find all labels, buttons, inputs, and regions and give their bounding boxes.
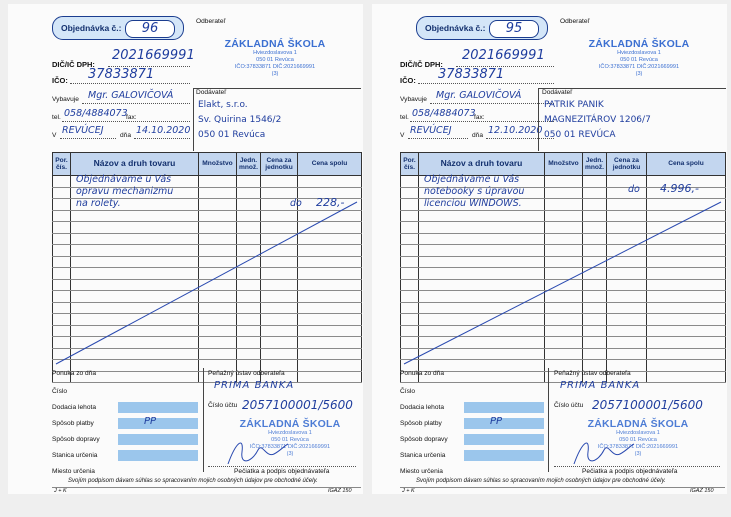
deadline-label: Dodacia lehota: [52, 404, 96, 411]
order-number-badge: [416, 16, 548, 40]
school-stamp-footer: ZÁKLADNÁ ŠKOLA Hviezdoslavova 1 050 01 Revúca IČO:37833871 DIČ:2021669991 (3): [239, 418, 341, 457]
supplier-label: Dodávateľ: [196, 89, 227, 96]
account-label: Číslo účtu: [208, 402, 238, 409]
strike-through-line: [400, 174, 725, 370]
number-label: Číslo: [52, 388, 68, 395]
item-line-1: Objednávame u Vás: [76, 174, 172, 185]
footer-right: IGAZ 150: [690, 488, 714, 494]
place-label: V: [52, 132, 57, 139]
tel-value: 058/4884073: [64, 108, 128, 119]
table-row: [53, 371, 362, 383]
account-label: Číslo účtu: [554, 402, 584, 409]
order-number-badge: [52, 16, 184, 40]
col-name: Názov a druh tovaru: [419, 153, 545, 176]
date-value: 14.10.2020: [136, 125, 191, 136]
fax-label: fax:: [474, 114, 485, 121]
transport-label: Spôsob dopravy: [52, 436, 100, 443]
handled-by-label: Vybavuje: [52, 96, 79, 103]
place-value: REVÚCEJ: [62, 125, 104, 136]
handled-by-label: Vybavuje: [400, 96, 427, 103]
transport-label: Spôsob dopravy: [400, 436, 448, 443]
date-value: 12.10.2020: [488, 125, 543, 136]
order-number-label: Objednávka č.:: [425, 23, 486, 33]
signature: [568, 432, 638, 470]
footer-left: J + K: [54, 488, 67, 494]
supplier-label: Dodávateľ: [542, 89, 573, 96]
offer-label: Ponuka zo dňa: [52, 370, 96, 377]
school-stamp-footer: ZÁKLADNÁ ŠKOLA Hviezdoslavova 1 050 01 Revúca IČO:37833871 DIČ:2021669991 (3): [587, 418, 689, 457]
col-quantity: Množstvo: [199, 153, 237, 176]
date-label: dňa: [472, 132, 484, 139]
item-line-2: opravu mechanizmu: [76, 186, 174, 197]
ico-label: IČO:: [52, 76, 68, 85]
signature: [222, 432, 292, 470]
col-quantity: Množstvo: [545, 153, 583, 176]
station-label: Stanica určenia: [52, 452, 98, 459]
item-total: 228,-: [316, 196, 345, 209]
orderer-label: Odberateľ: [560, 18, 590, 25]
bank-label: Peňažný ústav odberateľa: [208, 370, 285, 377]
payment-label: Spôsob platby: [52, 420, 94, 427]
payment-mark: PP: [144, 416, 157, 427]
destination-label: Miesto určenia: [400, 468, 443, 475]
supplier-line-1: PATRIK PANIK: [544, 100, 604, 110]
col-total: Cena spolu: [298, 153, 362, 176]
col-number: Por. čís.: [53, 153, 71, 176]
item-total: 4.996,-: [660, 182, 699, 195]
order-number-label: Objednávka č.:: [61, 23, 122, 33]
col-total: Cena spolu: [647, 153, 726, 176]
order-number-value: 96: [141, 21, 159, 36]
fax-label: fax:: [126, 114, 137, 121]
school-stamp-header: ZÁKLADNÁ ŠKOLA Hviezdoslavova 1 050 01 Revúca IČO:37833871 DIČ:2021669991 (3): [224, 38, 326, 77]
consent-text: Svojím podpisom dávam súhlas so spracovaním mojich osobných údajov pre obchodné účely.: [68, 478, 318, 484]
orderer-label: Odberateľ: [196, 18, 226, 25]
ico-value: 37833871: [438, 67, 505, 82]
item-unit: do: [290, 198, 302, 209]
ico-value: 37833871: [88, 67, 155, 82]
strike-through-line: [52, 174, 361, 370]
col-number: Por. čís.: [401, 153, 419, 176]
dic-label: DIČ/IČ DPH:: [400, 60, 443, 69]
school-stamp-header: ZÁKLADNÁ ŠKOLA Hviezdoslavova 1 050 01 Revúca IČO:37833871 DIČ:2021669991 (3): [588, 38, 690, 77]
col-unit-price: Cena za jednotku: [607, 153, 647, 176]
stamp-sign-label: Pečiatka a podpis objednávateľa: [234, 468, 330, 475]
place-value: REVÚCEJ: [410, 125, 452, 136]
item-line-1: Objednávame u Vás: [424, 174, 520, 185]
offer-label: Ponuka zo dňa: [400, 370, 444, 377]
order-number-value: 95: [505, 21, 523, 36]
order-number-box: [125, 20, 175, 38]
stamp-sign-label: Pečiatka a podpis objednávateľa: [582, 468, 678, 475]
bank-value: PRIMA BANKA: [214, 380, 295, 391]
handled-by-value: Mgr. GALOVIČOVÁ: [436, 90, 522, 101]
item-unit: do: [628, 184, 640, 195]
order-form-96: [8, 4, 363, 494]
supplier-line-2: Sv. Quirina 1546/2: [198, 115, 282, 125]
item-line-2: notebooky s úpravou: [424, 186, 525, 197]
order-number-box: [489, 20, 539, 38]
bank-value: PRIMA BANKA: [560, 380, 641, 391]
col-unit: Jedn. množ.: [583, 153, 607, 176]
supplier-line-3: 050 01 REVÚCA: [544, 130, 616, 140]
supplier-line-2: MAGNEZITÁROV 1206/7: [544, 115, 651, 125]
bank-label: Peňažný ústav odberateľa: [554, 370, 631, 377]
dic-label: DIČ/IČ DPH:: [52, 60, 95, 69]
dic-value: 2021669991: [462, 48, 545, 63]
col-name: Názov a druh tovaru: [71, 153, 199, 176]
supplier-line-1: Elakt, s.r.o.: [198, 100, 248, 110]
item-line-3: licenciou WINDOWS.: [424, 198, 522, 209]
col-unit-price: Cena za jednotku: [261, 153, 298, 176]
account-value: 2057100001/5600: [242, 398, 353, 412]
handled-by-value: Mgr. GALOVIČOVÁ: [88, 90, 174, 101]
consent-text: Svojím podpisom dávam súhlas so spracovaním mojich osobných údajov pre obchodné účely.: [416, 478, 666, 484]
footer-right: IGAZ 150: [328, 488, 352, 494]
station-label: Stanica určenia: [400, 452, 446, 459]
date-label: dňa: [120, 132, 132, 139]
tel-label: tel.: [52, 114, 61, 121]
dic-value: 2021669991: [112, 48, 195, 63]
order-form-95: [372, 4, 727, 494]
ico-label: IČO:: [400, 76, 416, 85]
col-unit: Jedn. množ.: [237, 153, 261, 176]
payment-mark: PP: [490, 416, 503, 427]
payment-label: Spôsob platby: [400, 420, 442, 427]
item-line-3: na rolety.: [76, 198, 121, 209]
destination-label: Miesto určenia: [52, 468, 95, 475]
deadline-label: Dodacia lehota: [400, 404, 444, 411]
footer-left: J + K: [402, 488, 415, 494]
number-label: Číslo: [400, 388, 416, 395]
place-label: V: [400, 132, 405, 139]
supplier-line-3: 050 01 Revúca: [198, 130, 266, 140]
tel-value: 058/4884073: [412, 108, 476, 119]
account-value: 2057100001/5600: [592, 398, 703, 412]
tel-label: tel.: [400, 114, 409, 121]
